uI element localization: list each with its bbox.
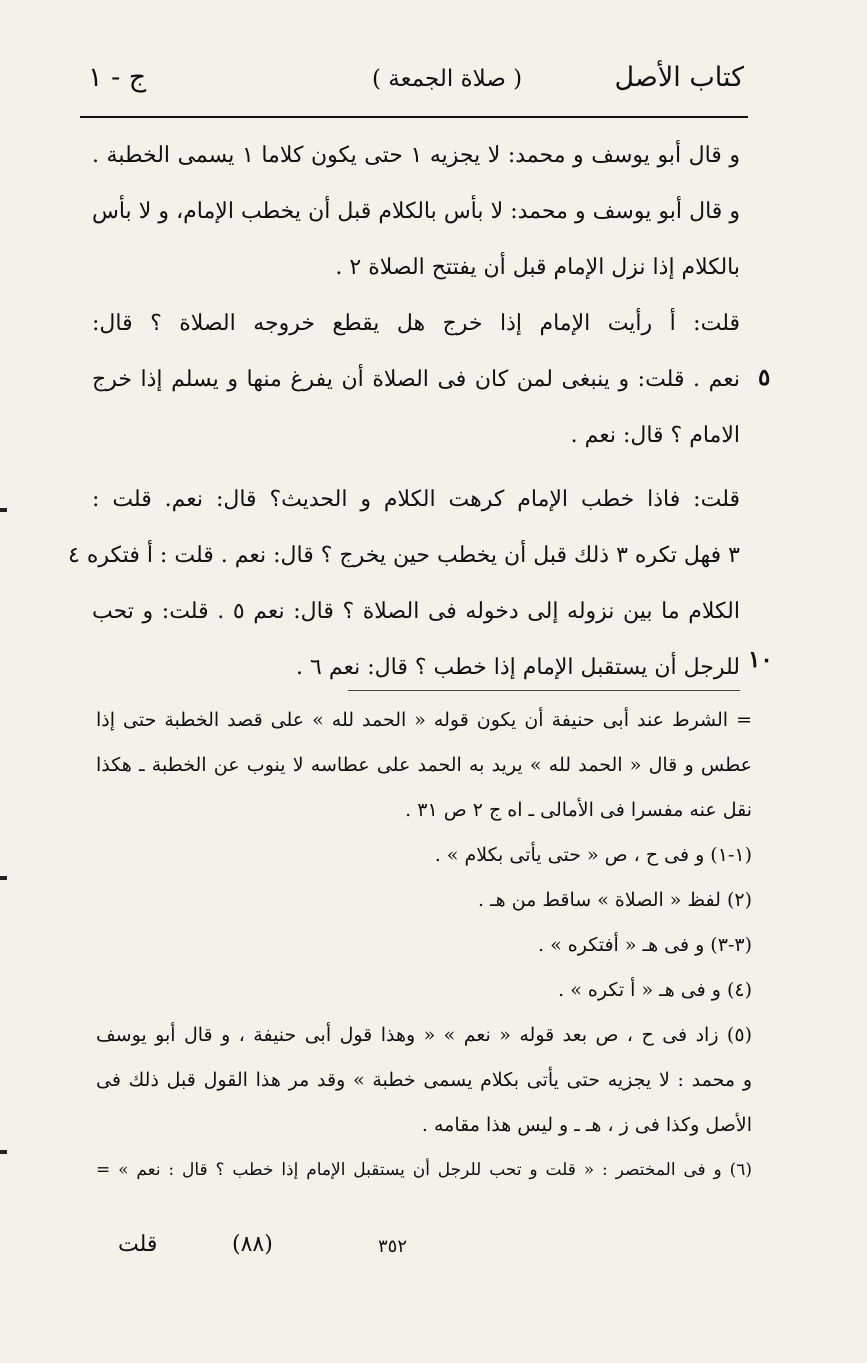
footnote-line: (١-١) و فى ح ، ص « حتى يأتى بكلام » . (434, 844, 752, 866)
text-line: قلت: أ رأيت الإمام إذا خرج هل يقطع خروجه الصلاة ؟ قال: (92, 311, 740, 336)
footnote-line: (٦) و فى المختصر : « قلت و تحب للرجل أن يستقبل الإمام إذا خطب ؟ قال : نعم » = (96, 1160, 752, 1180)
running-head (80, 60, 748, 108)
line-number-5: ٥ (758, 364, 771, 391)
footnote-line: (٤) و فى هـ « أ تكره » . (558, 979, 752, 1001)
main-text (68, 128, 740, 696)
margin-mark (0, 1150, 7, 1154)
text-line: و قال أبو يوسف و محمد: لا يجزيه ١ حتى يكون كلاما ١ يسمى الخطبة . (92, 143, 740, 168)
page-number: (٨٨) (232, 1232, 273, 1257)
margin-mark (0, 876, 7, 880)
footnote-line: = الشرط عند أبى حنيفة أن يكون قوله « الحمد لله » على قصد الخطبة حتى إذا (96, 709, 752, 731)
text-line: نعم . قلت: و ينبغى لمن كان فى الصلاة أن يفرغ منها و يسلم إذا خرج (92, 367, 740, 392)
book-title: كتاب الأصل (614, 62, 744, 93)
line-number-10: ١٠ (748, 646, 773, 673)
footnote-line: (٢) لفظ « الصلاة » ساقط من هـ . (478, 889, 752, 911)
chapter-title: ( صلاة الجمعة ) (372, 66, 523, 92)
text-line: للرجل أن يستقبل الإمام إذا خطب ؟ قال: نعم ٦ . (296, 655, 740, 680)
footnote-line: نقل عنه مفسرا فى الأمالى ـ اه ج ٢ ص ٣١ . (405, 799, 752, 821)
text-line: بالكلام إذا نزل الإمام قبل أن يفتتح الصلاة ٢ . (335, 255, 740, 280)
footnote-line: و محمد : لا يجزيه حتى يأتى بكلام يسمى خطبة » وقد مر هذا القول قبل ذلك فى (96, 1069, 752, 1091)
sheet-number: ٣٥٢ (378, 1236, 408, 1257)
footnote-line: (٣-٣) و فى هـ « أفتكره » . (538, 934, 752, 956)
footnotes (96, 698, 752, 1193)
footnote-line: (٥) زاد فى ح ، ص بعد قوله « نعم » « وهذا قول أبى حنيفة ، و قال أبو يوسف (96, 1024, 752, 1046)
footnote-line: عطس و قال « الحمد لله » يريد به الحمد على عطاسه لا ينوب عن الخطبة ـ هكذا (96, 754, 752, 776)
margin-mark (0, 508, 7, 512)
text-line: و قال أبو يوسف و محمد: لا بأس بالكلام قبل أن يخطب الإمام، و لا بأس (92, 199, 740, 224)
text-line: ٣ فهل تكره ٣ ذلك قبل أن يخطب حين يخرج ؟ قال: نعم . قلت : أ فتكره ٤ (68, 543, 740, 568)
volume-number: ج - ١ (88, 62, 147, 93)
text-line: قلت: فاذا خطب الإمام كرهت الكلام و الحديث؟ قال: نعم. قلت : (92, 487, 740, 512)
text-line: الكلام ما بين نزوله إلى دخوله فى الصلاة ؟ قال: نعم ٥ . قلت: و تحب (92, 599, 740, 624)
footnote-rule (348, 690, 740, 691)
page-footer (100, 1228, 740, 1268)
header-rule (80, 116, 748, 118)
footnote-line: الأصل وكذا فى ز ، هـ ـ و ليس هذا مقامه . (421, 1114, 752, 1136)
catchword: قلت (118, 1232, 158, 1257)
text-line: الامام ؟ قال: نعم . (570, 423, 740, 448)
